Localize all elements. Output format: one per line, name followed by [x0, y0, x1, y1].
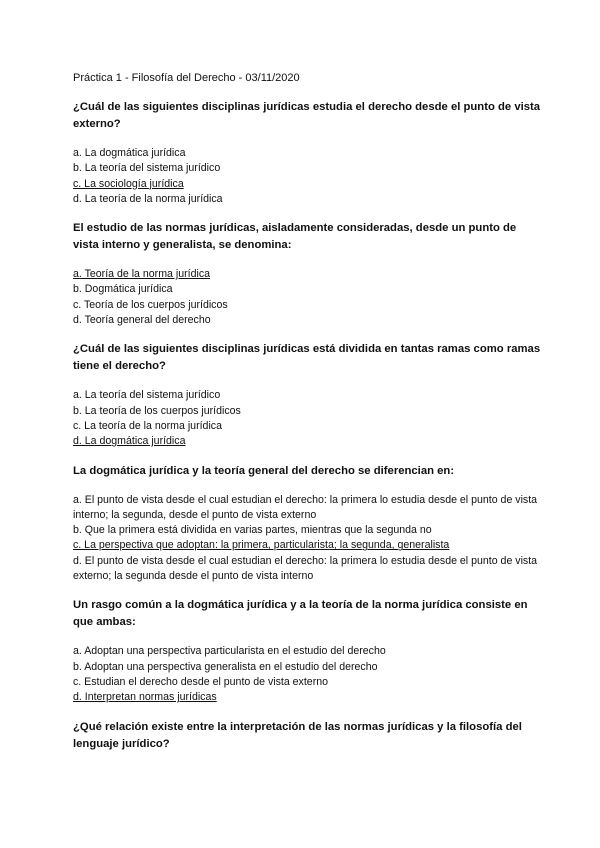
answer-option: c. La teoría de la norma jurídica: [73, 419, 222, 432]
answer-option: c. Estudian el derecho desde el punto de vista externo: [73, 675, 329, 688]
answer-option: b. La teoría del sistema jurídico: [73, 162, 221, 175]
question-4: [73, 463, 543, 585]
question-text: ¿Cuál de las siguientes disciplinas jurídicas está dividida en tantas ramas como ramas tiene el derecho?: [73, 343, 541, 373]
question-text: La dogmática jurídica y la teoría general del derecho se diferencian en:: [73, 464, 455, 477]
answer-options: [73, 644, 543, 705]
answer-option: d. El punto de vista desde el cual estudian el derecho: la primera lo estudia desde el punto de vista externo; la segunda desde el punto de vista interno: [73, 554, 538, 583]
answer-options: [73, 267, 543, 328]
document-page: [73, 71, 543, 766]
answer-option: b. Dogmática jurídica: [73, 283, 173, 296]
answer-option: a. Adoptan una perspectiva particularista en el estudio del derecho: [73, 645, 386, 658]
correct-answer-option: d. La dogmática jurídica: [73, 435, 186, 448]
question-text: El estudio de las normas jurídicas, aisladamente consideradas, desde un punto de vista interno y generalista, se denomina:: [73, 222, 517, 252]
answer-option: a. El punto de vista desde el cual estudian el derecho: la primera lo estudia desde el punto de vista interno; la segunda, desde el punto de vista externo: [73, 493, 538, 521]
question-6: [73, 719, 543, 753]
answer-option: b. Adoptan una perspectiva generalista en el estudio del derecho: [73, 660, 378, 673]
correct-answer-option: c. La sociología jurídica: [73, 177, 184, 190]
answer-option: b. Que la primera está dividida en varias partes, mientras que la segunda no: [73, 524, 432, 537]
answer-option: d. Teoría general del derecho: [73, 314, 211, 327]
question-text: ¿Cuál de las siguientes disciplinas jurídicas estudia el derecho desde el punto de vista externo?: [73, 101, 541, 130]
answer-option: a. La dogmática jurídica: [73, 147, 186, 159]
answer-options: [73, 388, 543, 449]
question-text: Un rasgo común a la dogmática jurídica y a la teoría de la norma jurídica consiste en que ambas:: [73, 599, 528, 629]
answer-options: [73, 493, 543, 585]
answer-option: c. Teoría de los cuerpos jurídicos: [73, 298, 228, 311]
question-3: [73, 341, 543, 449]
question-2: [73, 220, 543, 328]
answer-option: a. La teoría del sistema jurídico: [73, 389, 221, 402]
question-text: ¿Qué relación existe entre la interpretación de las normas jurídicas y la filosofía del lenguaje jurídico?: [73, 720, 522, 750]
answer-options: [73, 146, 543, 207]
correct-answer-option: c. La perspectiva que adoptan: la primera, particularista; la segunda, generalista: [73, 539, 450, 552]
question-5: [73, 597, 543, 705]
question-1: [73, 99, 543, 207]
correct-answer-option: d. Interpretan normas jurídicas: [73, 691, 217, 704]
correct-answer-option: a. Teoría de la norma jurídica: [73, 268, 211, 281]
answer-option: d. La teoría de la norma jurídica: [73, 192, 223, 205]
answer-option: b. La teoría de los cuerpos jurídicos: [73, 404, 241, 417]
document-title: Práctica 1 - Filosofía del Derecho - 03/11/2020: [73, 72, 300, 84]
